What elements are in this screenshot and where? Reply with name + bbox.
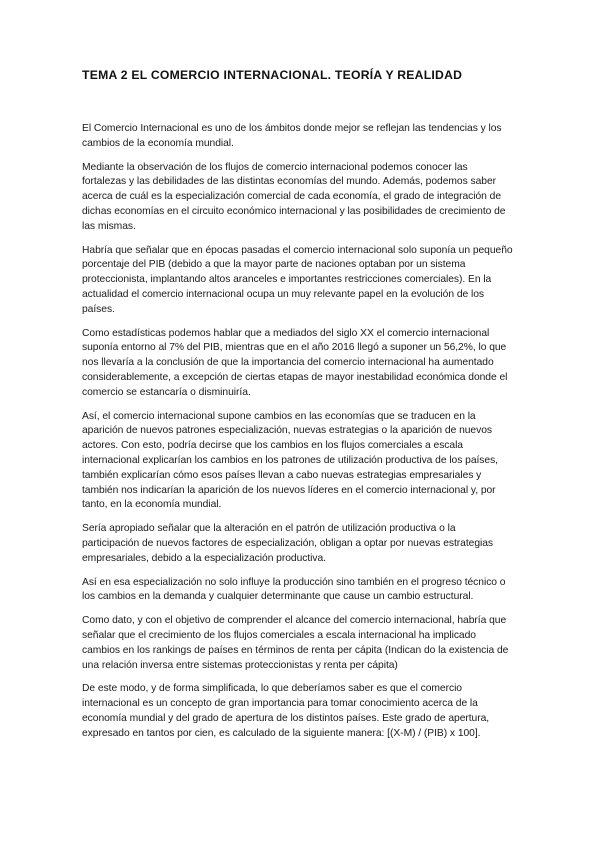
document-title: TEMA 2 EL COMERCIO INTERNACIONAL. TEORÍA Y REALIDAD [82, 68, 463, 82]
paragraph-6: Sería apropiado señalar que la alteración en el patrón de utilización productiva o la participación de nuevos factores de especialización, obligan a optar por nuevas estrategias empresariales, debido a la especialización productiva. [82, 523, 494, 564]
paragraph-9: De este modo, y de forma simplificada, lo que deberíamos saber es que el comercio internacional es un concepto de gran importancia para tomar conocimiento acerca de la economía mundial y del grado de apertura de los distintos países. Este grado de apertura, expresado en tantos por cien, es calculado de la siguiente manera: [(X-M) / (PIB) x 100]. [82, 683, 490, 739]
paragraph-2: Mediante la observación de los flujos de comercio internacional podemos conocer las fortalezas y las debilidades de las distintas economías del mundo. Además, podemos saber acerca de cuál es la especialización comercial de cada economía, el grado de integración de dichas economías en el circuito económico internacional y las posibilidades de crecimiento de las mismas. [82, 161, 506, 232]
paragraph-3: Habría que señalar que en épocas pasadas el comercio internacional solo suponía un pequeño porcentaje del PIB (debido a que la mayor parte de naciones optaban por un sistema proteccionista, implantando altos aranceles e importantes restricciones comerciales). En la actualidad el comercio internacional ocupa un muy relevante papel en la evolución de los países. [82, 244, 513, 315]
paragraph-4: Como estadísticas podemos hablar que a mediados del siglo XX el comercio internacional suponía entorno al 7% del PIB, mientras que en el año 2016 llegó a suponer un 56,2%, lo que nos llevaría a la conclusión de que la importancia del comercio internacional ha aumentado considerablemente, a excepción de ciertas etapas de mayor inestabilidad económica donde el comercio se estancaría o disminuiría. [82, 327, 508, 398]
paragraph-1: El Comercio Internacional es uno de los ámbitos donde mejor se reflejan las tendencias y los cambios de la economía mundial. [82, 123, 502, 149]
paragraph-7: Así en esa especialización no solo influye la producción sino también en el progreso técnico o los cambios en la demanda y cualquier determinante que cause un cambio estructural. [82, 576, 506, 603]
paragraph-8: Como dato, y con el objetivo de comprender el alcance del comercio internacional, habría que señalar que el crecimiento de los flujos comerciales a escala internacional ha implicado cambios en los rankings de países en términos de renta per cápita (Indican do la existencia de una relación inversa entre sistemas proteccionistas y renta per cápita) [82, 615, 509, 671]
paragraph-5: Así, el comercio internacional supone cambios en las economías que se traducen en la aparición de nuevos patrones especialización, nuevas estrategias o la aparición de nuevos actores. Con esto, podría decirse que los cambios en los flujos comerciales a escala internacional explicarían los cambios en los patrones de utilización productiva de los países, también explicarían cómo esos países llevan a cabo nuevas estrategias empresariales y también nos indicarían la aparición de los nuevos líderes en el comercio internacional y, por tanto, en la economía mundial. [82, 410, 498, 511]
